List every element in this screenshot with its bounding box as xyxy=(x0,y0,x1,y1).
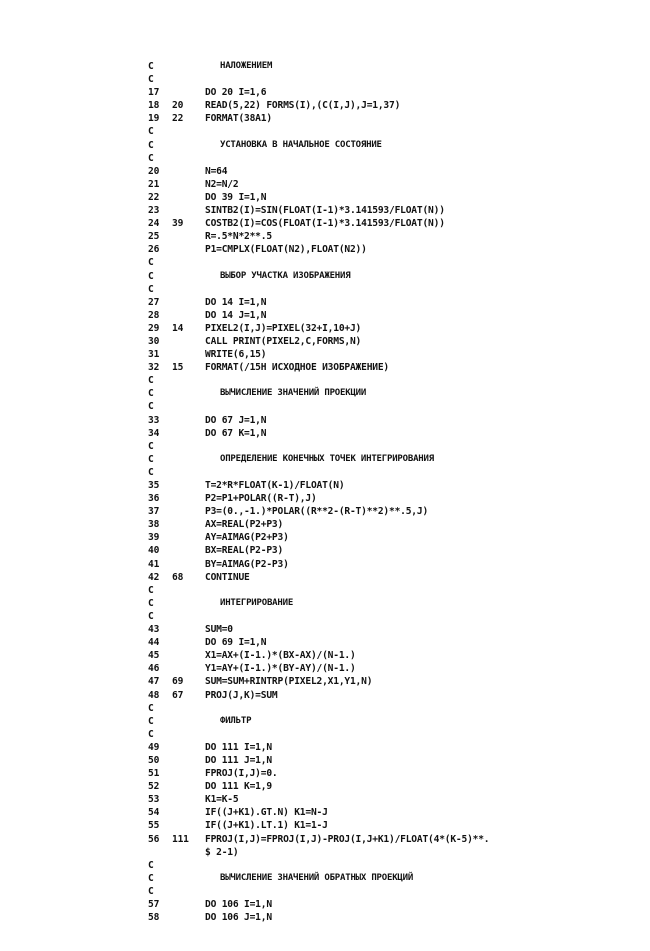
code-text: DO 106 J=1,N xyxy=(205,912,272,924)
line-number: 33 xyxy=(148,414,160,426)
line-number: 36 xyxy=(148,493,160,505)
line-number: 51 xyxy=(148,768,160,780)
line-number: 23 xyxy=(148,205,160,217)
code-line xyxy=(0,466,650,479)
code-text: DO 67 K=1,N xyxy=(205,427,267,439)
code-line xyxy=(0,741,650,754)
code-text: R=.5*N*2**.5 xyxy=(205,231,272,243)
line-number: C xyxy=(148,126,154,138)
line-number: C xyxy=(148,375,154,387)
code-line xyxy=(0,387,650,400)
code-line xyxy=(0,833,650,846)
line-number: 53 xyxy=(148,794,160,806)
code-line xyxy=(0,440,650,453)
code-line xyxy=(0,793,650,806)
line-number: 52 xyxy=(148,781,160,793)
line-number: 44 xyxy=(148,637,160,649)
code-line xyxy=(0,217,650,230)
code-text: AX=REAL(P2+P3) xyxy=(205,519,284,531)
code-line xyxy=(0,531,650,544)
line-number: 32 xyxy=(148,362,160,374)
line-number: C xyxy=(148,885,154,897)
line-number: C xyxy=(148,728,154,740)
code-line xyxy=(0,558,650,571)
line-number: 21 xyxy=(148,178,160,190)
code-text: P1=CMPLX(FLOAT(N2),FLOAT(N2)) xyxy=(205,244,367,256)
statement-label: 14 xyxy=(172,322,184,334)
code-line xyxy=(0,348,650,361)
code-text: BY=AIMAG(P2-P3) xyxy=(205,558,289,570)
line-number: 56 xyxy=(148,833,160,845)
line-number: 45 xyxy=(148,650,160,662)
code-line xyxy=(0,374,650,387)
statement-label: 69 xyxy=(172,676,184,688)
code-line xyxy=(0,702,650,715)
code-text: Y1=AY+(I-1.)*(BY-AY)/(N-1.) xyxy=(205,663,356,675)
code-text: IF((J+K1).LT.1) K1=1-J xyxy=(205,820,328,832)
line-number: C xyxy=(148,610,154,622)
line-number: C xyxy=(148,257,154,269)
code-text: DO 14 J=1,N xyxy=(205,309,267,321)
program-listing xyxy=(0,60,650,924)
line-number: C xyxy=(148,401,154,413)
code-line xyxy=(0,230,650,243)
code-line xyxy=(0,60,650,73)
code-text: T=2*R*FLOAT(K-1)/FLOAT(N) xyxy=(205,480,345,491)
comment-text: ВЫЧИСЛЕНИЕ ЗНАЧЕНИЙ ПРОЕКЦИИ xyxy=(220,388,367,399)
line-number: C xyxy=(148,388,154,400)
code-line xyxy=(0,283,650,296)
statement-label: 22 xyxy=(172,113,184,125)
line-number: 41 xyxy=(148,558,160,570)
comment-text: ИНТЕГРИРОВАНИЕ xyxy=(220,597,294,608)
code-line xyxy=(0,675,650,688)
code-line xyxy=(0,505,650,518)
code-text: FORMAT(/15H ИСХОДНОЕ ИЗОБРАЖЕНИЕ) xyxy=(205,362,390,374)
code-line xyxy=(0,178,650,191)
continuation-text: $ 2-1) xyxy=(205,846,239,858)
code-text: FPROJ(I,J)=FPROJ(I,J)-PROJ(I,J+K1)/FLOAT(4*(K-5)**. xyxy=(205,833,490,845)
code-line xyxy=(0,479,650,492)
code-line xyxy=(0,846,650,859)
code-line xyxy=(0,584,650,597)
line-number: 29 xyxy=(148,322,160,334)
code-line xyxy=(0,859,650,872)
line-number: 43 xyxy=(148,624,160,636)
line-number: C xyxy=(148,597,154,609)
code-line xyxy=(0,99,650,112)
code-text: DO 20 I=1,6 xyxy=(205,87,267,99)
code-text: WRITE(6,15) xyxy=(205,349,267,361)
code-text: N=64 xyxy=(205,165,228,177)
line-number: 19 xyxy=(148,113,160,125)
code-text: DO 69 I=1,N xyxy=(205,637,267,649)
code-line xyxy=(0,610,650,623)
code-text: DO 111 J=1,N xyxy=(205,754,272,766)
code-line xyxy=(0,819,650,832)
code-line xyxy=(0,728,650,741)
code-text: CONTINUE xyxy=(205,571,250,583)
code-line xyxy=(0,806,650,819)
code-text: DO 111 K=1,9 xyxy=(205,781,272,793)
line-number: 47 xyxy=(148,676,160,688)
line-number: 26 xyxy=(148,244,160,256)
code-text: SINTB2(I)=SIN(FLOAT(I-1)*3.141593/FLOAT(N)) xyxy=(205,205,445,217)
line-number: 39 xyxy=(148,532,160,544)
code-line xyxy=(0,204,650,217)
code-text: PROJ(J,K)=SUM xyxy=(205,689,278,701)
statement-label: 111 xyxy=(172,833,189,845)
code-text: DO 67 J=1,N xyxy=(205,414,267,426)
line-number: 57 xyxy=(148,899,160,910)
code-line xyxy=(0,296,650,309)
line-number: 58 xyxy=(148,912,160,924)
line-number: 30 xyxy=(148,335,160,347)
line-number: 48 xyxy=(148,689,160,701)
code-text: P3=(0.,-1.)*POLAR((R**2-(R-T)**2)**.5,J) xyxy=(205,506,429,518)
line-number: C xyxy=(148,74,154,86)
code-text: FORMAT(38A1) xyxy=(205,113,272,125)
code-line xyxy=(0,256,650,269)
line-number: 37 xyxy=(148,506,160,518)
line-number: 38 xyxy=(148,519,160,531)
line-number: C xyxy=(148,702,154,714)
code-line xyxy=(0,335,650,348)
code-line xyxy=(0,689,650,702)
code-text: SUM=SUM+RINTRP(PIXEL2,X1,Y1,N) xyxy=(205,676,373,688)
code-line xyxy=(0,898,650,911)
line-number: 34 xyxy=(148,427,160,439)
code-text: K1=K-5 xyxy=(205,794,239,806)
code-line xyxy=(0,636,650,649)
code-line xyxy=(0,597,650,610)
line-number: C xyxy=(148,152,154,164)
code-line xyxy=(0,754,650,767)
line-number: 31 xyxy=(148,349,160,361)
line-number: C xyxy=(148,584,154,596)
code-line xyxy=(0,767,650,780)
line-number: C xyxy=(148,440,154,452)
code-text: X1=AX+(I-1.)*(BX-AX)/(N-1.) xyxy=(205,650,356,662)
comment-text: НАЛОЖЕНИЕМ xyxy=(220,61,273,71)
code-line xyxy=(0,139,650,152)
code-line xyxy=(0,152,650,165)
line-number: C xyxy=(148,466,154,478)
line-number: 42 xyxy=(148,571,160,583)
line-number: C xyxy=(148,859,154,871)
code-text: FPROJ(I,J)=0. xyxy=(205,768,278,780)
line-number: C xyxy=(148,872,154,884)
line-number: 20 xyxy=(148,165,160,177)
comment-text: ВЫЧИСЛЕНИЕ ЗНАЧЕНИЙ ОБРАТНЫХ ПРОЕКЦИЙ xyxy=(220,872,414,883)
line-number: 40 xyxy=(148,545,160,557)
code-line xyxy=(0,361,650,374)
comment-text: ВЫБОР УЧАСТКА ИЗОБРАЖЕНИЯ xyxy=(220,270,351,281)
line-number: 54 xyxy=(148,807,160,819)
line-number: 50 xyxy=(148,754,160,766)
statement-label: 15 xyxy=(172,362,184,374)
code-line xyxy=(0,453,650,466)
code-line xyxy=(0,400,650,413)
line-number: C xyxy=(148,61,154,72)
statement-label: 68 xyxy=(172,571,184,583)
code-text: AY=AIMAG(P2+P3) xyxy=(205,532,289,544)
code-line xyxy=(0,125,650,138)
code-line xyxy=(0,872,650,885)
statement-label: 67 xyxy=(172,689,184,701)
statement-label: 39 xyxy=(172,218,184,230)
line-number: 27 xyxy=(148,296,160,308)
line-number: 17 xyxy=(148,87,160,99)
code-line xyxy=(0,518,650,531)
code-line xyxy=(0,623,650,636)
code-text: DO 106 I=1,N xyxy=(205,899,272,910)
line-number: 22 xyxy=(148,191,160,203)
code-text: IF((J+K1).GT.N) K1=N-J xyxy=(205,807,328,819)
code-text: SUM=0 xyxy=(205,624,233,636)
code-line xyxy=(0,322,650,335)
code-text: BX=REAL(P2-P3) xyxy=(205,545,284,557)
code-line xyxy=(0,309,650,322)
code-text: CALL PRINT(PIXEL2,C,FORMS,N) xyxy=(205,335,362,347)
comment-text: ФИЛЬТР xyxy=(220,715,252,726)
code-line xyxy=(0,649,650,662)
code-line xyxy=(0,243,650,256)
code-text: DO 39 I=1,N xyxy=(205,191,267,203)
code-line xyxy=(0,191,650,204)
code-line xyxy=(0,911,650,924)
comment-text: УСТАНОВКА В НАЧАЛЬНОЕ СОСТОЯНИЕ xyxy=(220,139,382,150)
code-text: DO 111 I=1,N xyxy=(205,741,272,753)
code-line xyxy=(0,492,650,505)
code-text: N2=N/2 xyxy=(205,178,239,190)
line-number: 35 xyxy=(148,480,160,491)
line-number: C xyxy=(148,283,154,295)
line-number: C xyxy=(148,139,154,151)
code-text: P2=P1+POLAR((R-T),J) xyxy=(205,493,317,505)
line-number: 24 xyxy=(148,218,160,230)
code-line xyxy=(0,544,650,557)
code-line xyxy=(0,270,650,283)
line-number: 18 xyxy=(148,100,160,112)
code-line xyxy=(0,780,650,793)
code-line xyxy=(0,112,650,125)
code-line xyxy=(0,73,650,86)
statement-label: 20 xyxy=(172,100,184,112)
line-number: C xyxy=(148,270,154,282)
line-number: 55 xyxy=(148,820,160,832)
code-line xyxy=(0,86,650,99)
code-text: READ(5,22) FORMS(I),(C(I,J),J=1,37) xyxy=(205,100,401,112)
line-number: C xyxy=(148,715,154,727)
code-line xyxy=(0,715,650,728)
code-line xyxy=(0,165,650,178)
code-line xyxy=(0,885,650,898)
code-line xyxy=(0,414,650,427)
comment-text: ОПРЕДЕЛЕНИЕ КОНЕЧНЫХ ТОЧЕК ИНТЕГРИРОВАНИЯ xyxy=(220,453,434,464)
code-line xyxy=(0,662,650,675)
line-number: 46 xyxy=(148,663,160,675)
line-number: 49 xyxy=(148,741,160,753)
code-text: PIXEL2(I,J)=PIXEL(32+I,10+J) xyxy=(205,322,362,334)
line-number: 28 xyxy=(148,309,160,321)
line-number: 25 xyxy=(148,231,160,243)
code-line xyxy=(0,427,650,440)
code-text: DO 14 I=1,N xyxy=(205,296,267,308)
line-number: C xyxy=(148,453,154,465)
code-line xyxy=(0,571,650,584)
code-text: COSTB2(I)=COS(FLOAT(I-1)*3.141593/FLOAT(N)) xyxy=(205,218,445,230)
